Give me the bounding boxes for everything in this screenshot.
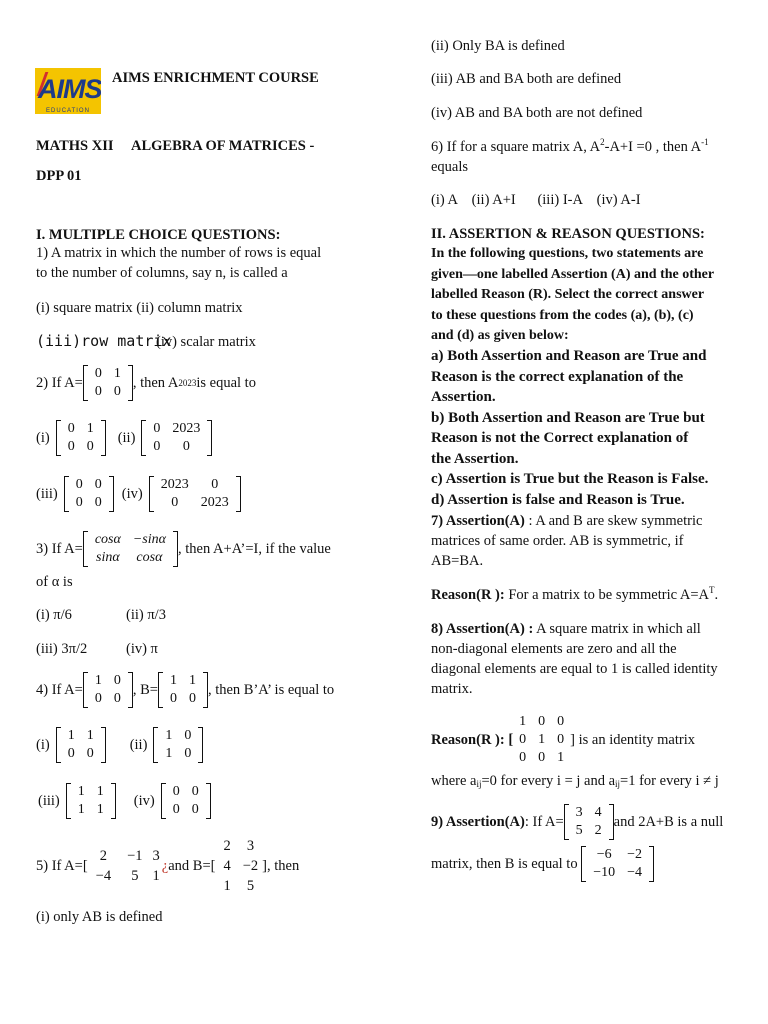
q2a-cell: 1	[113, 366, 121, 381]
q7-assertion-line2: matrices of same order. AB is symmetric, if	[431, 533, 684, 549]
cell: 1	[223, 878, 231, 894]
aims-logo	[35, 68, 101, 114]
cell: 0	[67, 746, 75, 761]
q6-stem	[431, 137, 709, 157]
q2-opt-iv-matrix	[149, 476, 241, 512]
answer-codes	[431, 346, 708, 510]
cell: cosα	[94, 532, 121, 547]
cell: 0	[67, 439, 75, 454]
cell: 1	[94, 673, 102, 688]
cell: 1	[519, 714, 527, 729]
chapter-label: ALGEBRA OF MATRICES -	[131, 138, 315, 154]
q5-option-1: (i) only AB is defined	[36, 909, 163, 925]
intro-line: given—one labelled Assertion (A) and the other	[431, 266, 715, 282]
dpp-label: DPP 01	[36, 168, 82, 184]
q4-opt-iv-label: (iv)	[133, 793, 155, 809]
cell: 0	[113, 691, 121, 706]
section2-intro	[431, 244, 714, 347]
cell: 0	[171, 495, 179, 510]
code-line: Reason is the correct explanation of the	[431, 368, 684, 385]
q2-opt-iv-label: (iv)	[121, 486, 143, 502]
cell: 0	[94, 495, 102, 510]
cell: 0	[538, 750, 546, 765]
cell: −sinα	[132, 532, 166, 547]
cell: 0	[557, 732, 565, 747]
section2-heading: II. ASSERTION & REASON QUESTIONS:	[431, 226, 705, 242]
cell: 1	[67, 728, 75, 743]
cell: 1	[169, 673, 177, 688]
code-line: d) Assertion is false and Reason is True.	[431, 491, 685, 508]
intro-line: In the following questions, two statements are	[431, 246, 704, 261]
q3-option-3: (iii) 3π/2	[36, 641, 88, 657]
q8-reason	[431, 713, 695, 767]
q4-opt-iv-matrix	[161, 783, 211, 819]
q3-option-2: (ii) π/3	[126, 607, 166, 623]
cell: 0	[538, 714, 546, 729]
q4-stem	[36, 672, 334, 708]
cell: 2023	[172, 421, 201, 436]
cell: sinα	[96, 550, 120, 565]
cell: 0	[184, 728, 192, 743]
q3-option-1: (i) π/6	[36, 607, 72, 623]
cell: 0	[113, 673, 121, 688]
q2-post: is equal to	[196, 375, 256, 391]
q7-assertion-line3: AB=BA.	[431, 553, 484, 569]
q8-assertion-label: 8) Assertion(A) :	[431, 621, 534, 637]
q3-line2: of α is	[36, 574, 73, 590]
q1-option-3: (iii)row matrix	[36, 332, 172, 350]
cell: −1	[127, 848, 143, 864]
section1-heading: I. MULTIPLE CHOICE QUESTIONS:	[36, 227, 281, 243]
cell: 2	[594, 823, 602, 838]
q2a-cell: 0	[113, 384, 121, 399]
q7-reason-end: .	[714, 587, 719, 603]
q2-mid: , then A	[132, 375, 179, 391]
q9-line2	[431, 846, 654, 882]
q5-option-3: (iii) AB and BA both are defined	[431, 71, 622, 87]
q8-where-3: =1 for every i ≠ j	[620, 773, 719, 789]
cell: 0	[188, 691, 196, 706]
code-line: the Assertion.	[431, 450, 519, 467]
q8-assertion-line2: non-diagonal elements are zero and all the	[431, 641, 677, 657]
q7-assertion-text: : A and B are skew symmetric	[524, 513, 703, 529]
cell: 1	[165, 728, 173, 743]
cell: 0	[94, 691, 102, 706]
q2-opt-iii-label: (iii)	[36, 486, 58, 502]
q4-options-row1	[36, 727, 203, 763]
q3-option-4: (iv) π	[126, 641, 158, 657]
q9-matrix-a	[564, 804, 614, 840]
cell: 3	[246, 838, 255, 854]
cell: 0	[94, 477, 102, 492]
q9-line2-text: matrix, then B is equal to	[431, 856, 582, 872]
cell: 0	[67, 421, 75, 436]
q2-opt-i-label: (i)	[36, 430, 50, 446]
code-line: c) Assertion is True but the Reason is False.	[431, 471, 709, 487]
cell: 3	[152, 848, 160, 864]
q1-line2: to the number of columns, say n, is called a	[36, 265, 288, 281]
cell: 1	[557, 750, 565, 765]
q8-assertion-line4: matrix.	[431, 681, 473, 697]
cell: 0	[86, 439, 94, 454]
q8-where-2: =0 for every i = j and a	[481, 773, 616, 789]
q5-matrix-a	[88, 846, 162, 886]
q8-assertion-line3: diagonal elements are equal to 1 is called identity	[431, 661, 718, 677]
cell: −2	[242, 858, 259, 874]
q6-sup1: 2	[600, 137, 605, 147]
q2-matrix-a	[83, 365, 133, 401]
q6-mid: -A+I =0 , then A	[604, 139, 702, 155]
q5-mark: ¿	[161, 858, 169, 874]
cell: 0	[191, 802, 199, 817]
intro-line: and (d) as given below:	[431, 328, 569, 343]
cell: 1	[96, 784, 104, 799]
q6-options: (i) A (ii) A+I (iii) I-A (iv) A-I	[431, 192, 641, 208]
cell: 1	[538, 732, 546, 747]
cell: 2023	[160, 477, 189, 492]
cell: 0	[75, 477, 83, 492]
cell: 0	[86, 746, 94, 761]
cell: 0	[211, 477, 219, 492]
q4-options-row2	[38, 783, 211, 819]
cell: 5	[575, 823, 583, 838]
q9-assertion-post: and 2A+B is a null	[613, 814, 724, 830]
q8-identity-matrix	[513, 713, 570, 767]
cell: 0	[172, 784, 180, 799]
cell: 4	[594, 805, 602, 820]
q1-line1: 1) A matrix in which the number of rows is equal	[36, 245, 322, 261]
q2-options-row1	[36, 420, 212, 456]
q6-sup2: -1	[701, 137, 709, 147]
code-line: b) Both Assertion and Reason are True but	[431, 409, 705, 426]
cell: 1	[96, 802, 104, 817]
q4-prefix: 4) If A=	[36, 682, 83, 698]
cell: 3	[575, 805, 583, 820]
q8-reason-label: Reason(R ): [	[431, 732, 514, 748]
cell: 2	[223, 838, 231, 854]
cell: 0	[153, 439, 161, 454]
cell: −4	[95, 868, 112, 884]
q9-assertion-text: : If A=	[524, 814, 564, 830]
q9-assertion	[431, 804, 723, 840]
q4-post: , then B’A’ is equal to	[207, 682, 335, 698]
cell: 0	[172, 802, 180, 817]
q7-assertion-label: 7) Assertion(A)	[431, 513, 525, 529]
q4-mid: , B=	[132, 682, 158, 698]
q2-opt-ii-matrix	[141, 420, 212, 456]
q8-where-line	[431, 771, 719, 791]
cell: 2	[99, 848, 108, 864]
cell: 5	[246, 878, 255, 894]
q3-matrix-a	[83, 531, 178, 567]
q2-opt-ii-label: (ii)	[117, 430, 136, 446]
q4-matrix-a	[83, 672, 133, 708]
q8-assertion-text: A square matrix in which all	[533, 621, 701, 637]
cell: 2023	[200, 495, 229, 510]
cell: 1	[165, 746, 173, 761]
logo-subtext: EDUCATION	[46, 108, 90, 114]
intro-line: to these questions from the codes (a), (b), (c)	[431, 307, 694, 323]
code-line: Assertion.	[431, 389, 496, 405]
q7-reason-text: For a matrix to be symmetric A=A	[504, 587, 709, 603]
cell: −10	[593, 865, 616, 880]
cell: 0	[519, 750, 527, 765]
cell: cosα	[136, 550, 163, 565]
q3-stem	[36, 531, 331, 567]
cell: 1	[86, 421, 94, 436]
cell: 1	[77, 802, 85, 817]
cell: 0	[519, 732, 527, 747]
q8-sub-1: ij	[476, 779, 482, 789]
cell: 4	[223, 858, 231, 874]
q7-reason-sup: T	[709, 585, 715, 595]
cell: 0	[75, 495, 83, 510]
q9-assertion-label: 9) Assertion(A)	[431, 814, 525, 830]
code-line: a) Both Assertion and Reason are True and	[431, 348, 707, 364]
q4-opt-iii-matrix	[66, 783, 116, 819]
q2a-cell: 0	[94, 366, 102, 381]
q8-where-1: where a	[431, 773, 477, 789]
q5-matrix-b	[215, 836, 262, 896]
cell: 0	[153, 421, 161, 436]
cell: −2	[627, 847, 643, 862]
cell: 1	[77, 784, 85, 799]
q2-options-row2	[36, 476, 241, 512]
q3-prefix: 3) If A=	[36, 541, 83, 557]
q5-option-4: (iv) AB and BA both are not defined	[431, 105, 643, 121]
q6-line2: equals	[431, 159, 469, 175]
q7-assertion	[431, 511, 702, 531]
q5-stem	[36, 836, 299, 896]
q8-assertion	[431, 619, 701, 639]
q2-prefix: 2) If A=	[36, 375, 83, 391]
q2-stem: 2) If A= 0 1 0 0 , then A 2023 is equal to	[36, 366, 256, 399]
cell: 0	[169, 691, 177, 706]
intro-line: labelled Reason (R). Select the correct answer	[431, 287, 705, 302]
q7-reason-label: Reason(R ):	[431, 587, 505, 603]
cell: −4	[627, 865, 643, 880]
q6-prefix: 6) If for a square matrix A, A	[431, 139, 601, 155]
q5-prefix: 5) If A=[	[36, 858, 88, 874]
q9-matrix-b	[581, 846, 654, 882]
q4-opt-i-matrix	[56, 727, 106, 763]
cell: 1	[152, 868, 160, 884]
course-title: AIMS ENRICHMENT COURSE	[112, 70, 319, 86]
cell: 0	[184, 746, 192, 761]
cell: 1	[86, 728, 94, 743]
q5-option-2: (ii) Only BA is defined	[431, 38, 565, 54]
q2-opt-iii-matrix	[64, 476, 114, 512]
q5-post: ], then	[262, 858, 300, 874]
q1-options-1-2: (i) square matrix (ii) column matrix	[36, 300, 243, 316]
cell: 5	[131, 868, 139, 884]
q3-post: , then A+A’=I, if the value	[178, 541, 331, 557]
cell: 0	[191, 784, 199, 799]
q2-opt-i-matrix	[56, 420, 106, 456]
subject-label: MATHS XII	[36, 138, 114, 154]
q8-sub-2: ij	[615, 779, 621, 789]
q4-matrix-b	[158, 672, 208, 708]
logo-text: AIMS	[38, 74, 101, 104]
q4-opt-ii-label: (ii)	[129, 737, 148, 753]
q4-opt-iii-label: (iii)	[38, 793, 60, 809]
q7-reason	[431, 585, 718, 605]
cell: −6	[596, 847, 612, 862]
cell: 0	[182, 439, 190, 454]
q1-option-4: (iv) scalar matrix	[156, 334, 256, 350]
cell: 1	[188, 673, 196, 688]
q5-mid: and B=[	[168, 858, 216, 874]
code-line: Reason is not the Correct explanation of	[431, 430, 689, 446]
q4-opt-i-label: (i)	[36, 737, 50, 753]
q4-opt-ii-matrix	[153, 727, 203, 763]
q8-reason-text: ] is an identity matrix	[570, 732, 695, 748]
cell: 0	[557, 714, 565, 729]
q2a-cell: 0	[94, 384, 102, 399]
